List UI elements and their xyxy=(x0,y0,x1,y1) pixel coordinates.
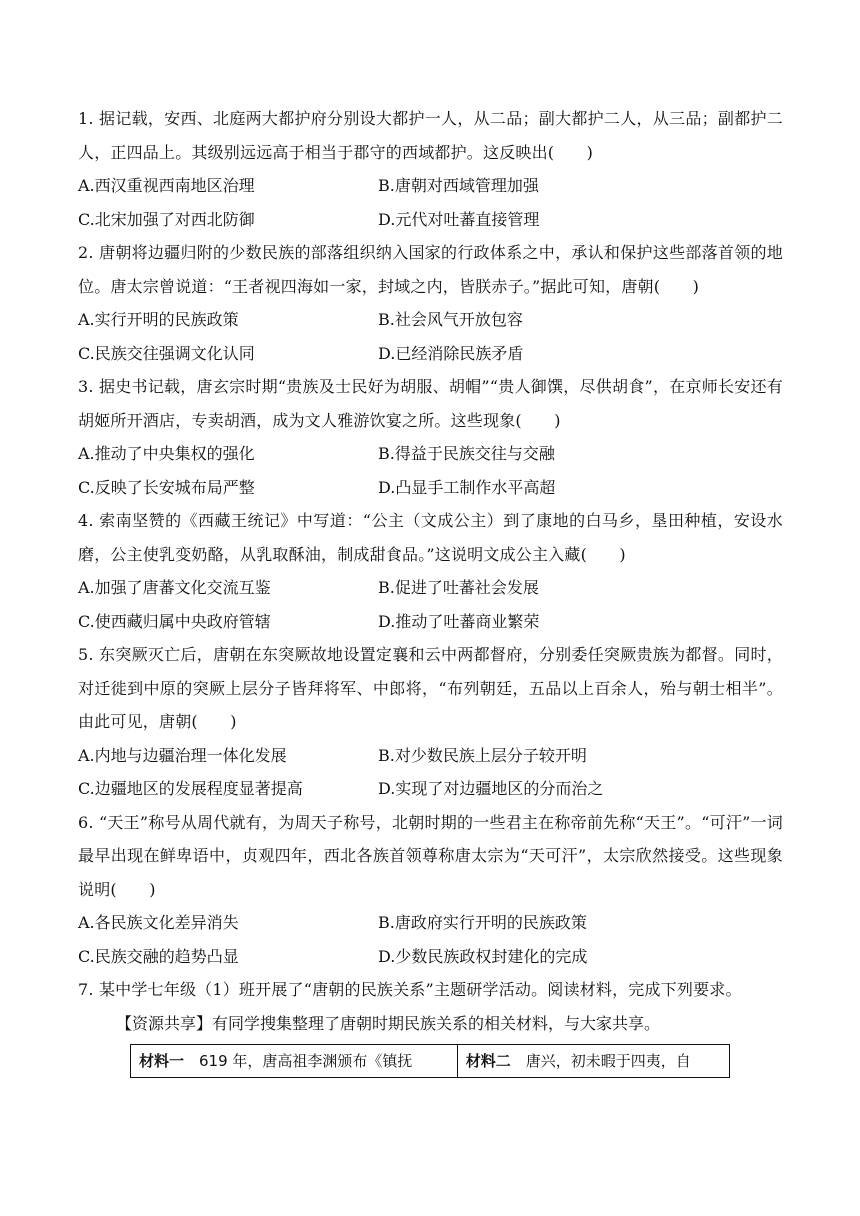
option-b: B.对少数民族上层分子较开明 xyxy=(378,745,587,765)
material-1-label: 材料一 xyxy=(139,1051,185,1070)
options-row xyxy=(78,203,783,237)
option-c: C.民族交往强调文化认同 xyxy=(78,343,255,363)
material-2-cell xyxy=(457,1044,729,1077)
options-row xyxy=(78,571,783,605)
question-5 xyxy=(78,638,783,806)
option-a: A.推动了中央集权的强化 xyxy=(78,444,255,463)
options-row xyxy=(78,906,783,940)
options-row xyxy=(78,739,783,773)
option-b: B.唐政府实行开明的民族政策 xyxy=(378,913,587,932)
option-d: D.已经消除民族矛盾 xyxy=(378,343,524,363)
question-content xyxy=(78,102,783,1078)
table-row xyxy=(131,1044,730,1077)
options-row xyxy=(78,437,783,471)
question-3 xyxy=(78,370,783,504)
option-a: A.内地与边疆治理一体化发展 xyxy=(78,745,287,765)
question-1 xyxy=(78,102,783,236)
question-6 xyxy=(78,806,783,974)
options-row xyxy=(78,772,783,806)
option-a: A.加强了唐蕃文化交流互鉴 xyxy=(78,578,271,597)
option-d: D.少数民族政权封建化的完成 xyxy=(378,946,588,966)
question-4 xyxy=(78,504,783,638)
option-b: B.促进了吐蕃社会发展 xyxy=(378,578,539,597)
options-row xyxy=(78,337,783,371)
materials-table xyxy=(130,1044,730,1078)
options-row xyxy=(78,471,783,505)
option-d: D.实现了对边疆地区的分而治之 xyxy=(378,779,604,798)
question-stem: 1. 据记载，安西、北庭两大都护府分别设大都护一人，从二品；副大都护二人，从三品；副都护二人，正四品上。其级别远远高于相当于郡守的西域都护。这反映出( ) xyxy=(78,109,783,162)
option-c: C.边疆地区的发展程度显著提高 xyxy=(78,779,303,798)
option-a: A.各民族文化差异消失 xyxy=(78,913,239,932)
option-b: B.得益于民族交往与交融 xyxy=(378,444,555,463)
material-2-label: 材料二 xyxy=(465,1051,511,1070)
question-7 xyxy=(78,973,783,1078)
material-1-text: 619 年，唐高祖李渊颁布《镇抚 xyxy=(184,1051,413,1070)
option-c: C.民族交融的趋势凸显 xyxy=(78,946,239,966)
option-a: A.西汉重视西南地区治理 xyxy=(78,176,255,195)
option-d: D.凸显手工制作水平高超 xyxy=(378,477,556,497)
question-stem: 6. “天王”称号从周代就有，为周天子称号，北朝时期的一些君主在称帝前先称“天王”。“可汗”一词最早出现在鲜卑语中，贞观四年，西北各族首领尊称唐太宗为“天可汗”，太宗欣然接受。这些现象说明( ) xyxy=(78,812,783,899)
question-stem: 5. 东突厥灭亡后，唐朝在东突厥故地设置定襄和云中两都督府，分别委任突厥贵族为都督。同时，对迁徙到中原的突厥上层分子皆拜将军、中郎将，“布列朝廷，五品以上百余人，殆与朝士相半”。由此可见，唐朝( ) xyxy=(78,645,783,731)
option-d: D.元代对吐蕃直接管理 xyxy=(378,209,540,229)
option-a: A.实行开明的民族政策 xyxy=(78,310,239,329)
option-d: D.推动了吐蕃商业繁荣 xyxy=(378,611,540,631)
option-b: B.唐朝对西域管理加强 xyxy=(378,176,539,195)
option-c: C.北宋加强了对西北防御 xyxy=(78,209,255,229)
material-2-text: 唐兴，初未暇于四夷，自 xyxy=(510,1051,691,1070)
question-stem: 3. 据史书记载，唐玄宗时期“贵族及士民好为胡服、胡帽”“贵人御馔，尽供胡食”，在京师长安还有胡姬所开酒店，专卖胡酒，成为文人雅游饮宴之所。这些现象( ) xyxy=(78,377,783,430)
material-1-cell xyxy=(131,1044,458,1077)
options-row xyxy=(78,303,783,337)
question-stem: 7. 某中学七年级（1）班开展了“唐朝的民族关系”主题研学活动。阅读材料，完成下列要求。 xyxy=(78,980,742,999)
option-c: C.反映了长安城布局严整 xyxy=(78,477,255,497)
resource-sharing-text: 【资源共享】有同学搜集整理了唐朝时期民族关系的相关材料，与大家共享。 xyxy=(116,1013,661,1033)
options-row xyxy=(78,605,783,639)
option-b: B.社会风气开放包容 xyxy=(378,310,523,329)
options-row xyxy=(78,940,783,974)
question-stem: 2. 唐朝将边疆归附的少数民族的部落组织纳入国家的行政体系之中，承认和保护这些部落首领的地位。唐太宗曾说道：“王者视四海如一家，封域之内，皆朕赤子。”据此可知，唐朝( ) xyxy=(78,243,783,296)
question-stem: 4. 索南坚赞的《西藏王统记》中写道：“公主（文成公主）到了康地的白马乡，垦田种植，安设水磨，公主使乳变奶酪，从乳取酥油，制成甜食品。”这说明文成公主入藏( ) xyxy=(78,511,783,564)
question-2 xyxy=(78,236,783,370)
option-c: C.使西藏归属中央政府管辖 xyxy=(78,611,271,631)
options-row xyxy=(78,169,783,203)
